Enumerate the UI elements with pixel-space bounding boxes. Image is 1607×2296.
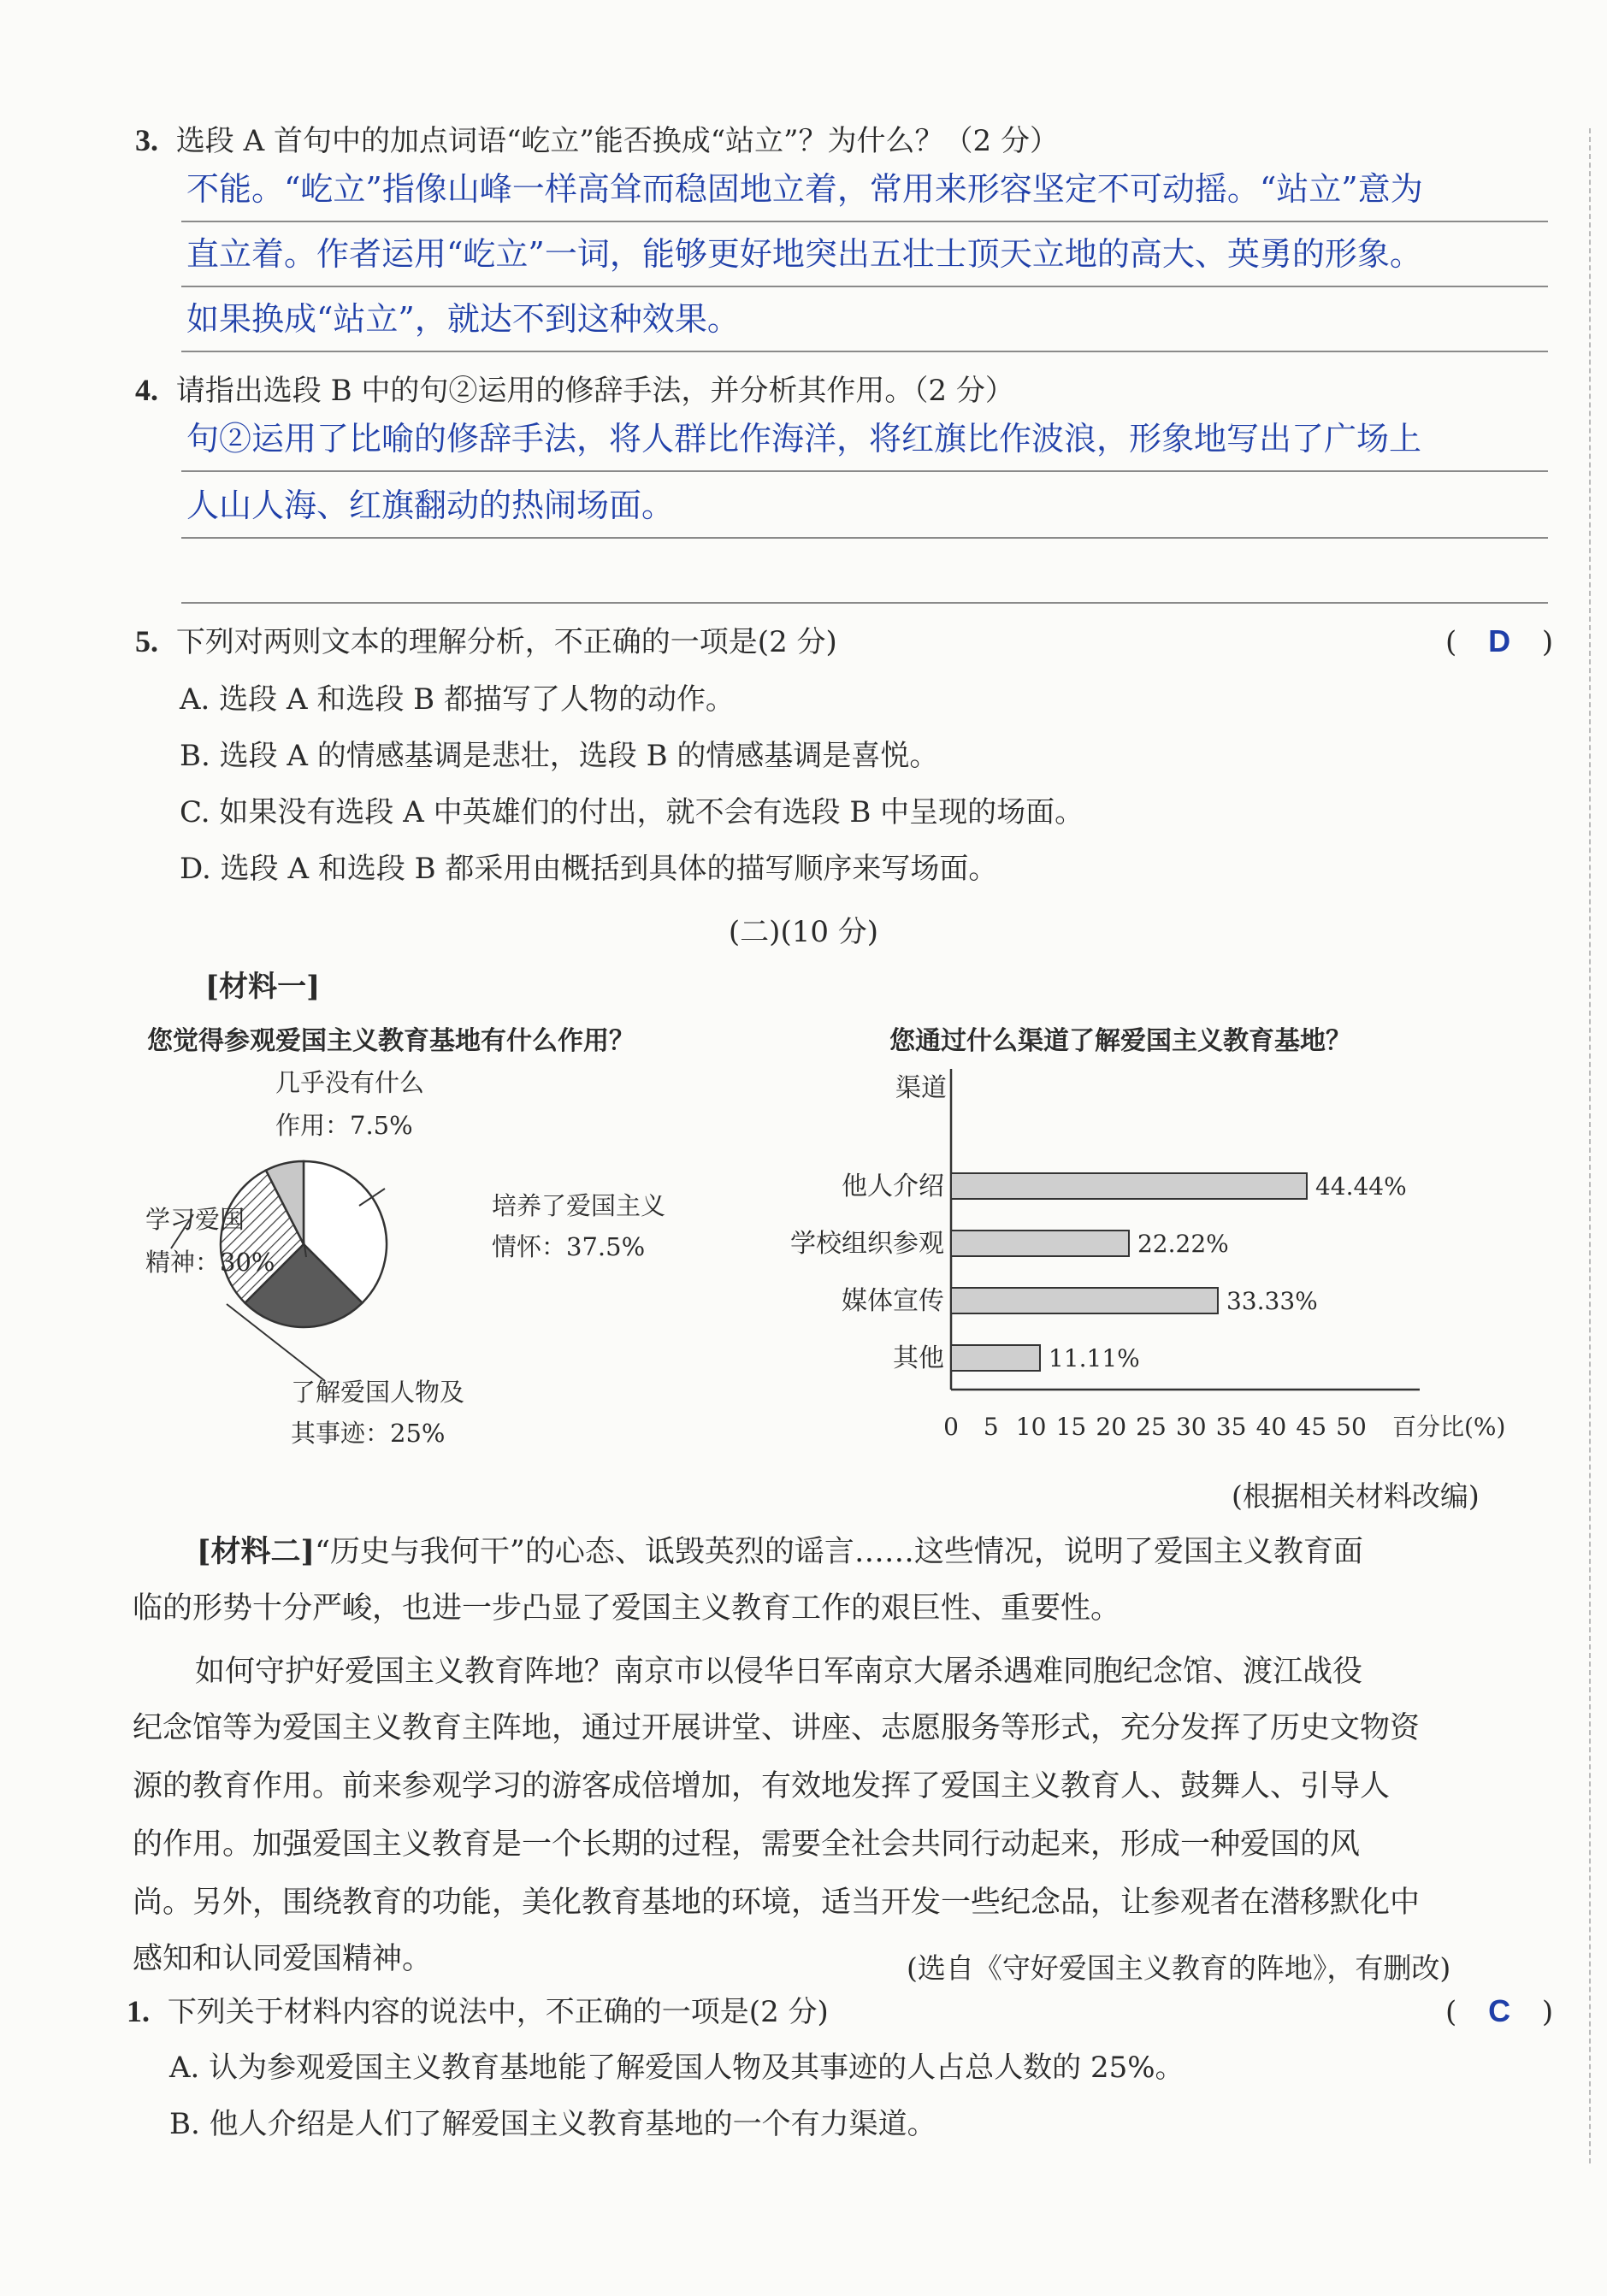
bar-chart-xlabel: 百分比(%) [1392, 1413, 1506, 1441]
question-5-option-d: D. 选段 A 和选段 B 都采用由概括到具体的描写顺序来写场面。 [180, 852, 998, 886]
question-4-text: 请指出选段 B 中的句②运用的修辞手法，并分析其作用。（2 分） [175, 374, 1014, 408]
material-2-p2-l5: 尚。另外，围绕教育的功能，美化教育基地的环境，适当开发一些纪念品，让参观者在潜移默化中 [133, 1886, 1421, 1920]
question-5-option-a: A. 选段 A 和选段 B 都描写了人物的动作。 [180, 682, 735, 717]
pie-label-patriotism-l1: 培养了爱国主义 [492, 1191, 666, 1220]
question-3-number: 3. [135, 123, 158, 157]
material-2-p2-l6: 感知和认同爱国精神。 [133, 1942, 433, 1976]
material-2-label: [材料二] [197, 1534, 316, 1569]
question-5-text: 下列对两则文本的理解分析，不正确的一项是(2 分) [175, 625, 837, 659]
material-1-label: [材料一] [205, 970, 321, 1004]
pie-label-none-l1: 几乎没有什么 [275, 1068, 425, 1097]
bar-value-label: 11.11% [1048, 1344, 1140, 1372]
pie-label-none-l2: 作用：7.5% [275, 1111, 413, 1140]
bar-x-tick-label: 10 [1015, 1413, 1047, 1441]
question-4-number: 4. [135, 373, 158, 407]
answer-rule [181, 286, 1548, 287]
question-4-answer-line-2: 人山人海、红旗翻动的热闹场面。 [186, 487, 675, 524]
bar-category-label: 其他 [893, 1343, 944, 1373]
answer-rule [181, 602, 1548, 604]
question-1-option-b: B. 他人介绍是人们了解爱国主义教育基地的一个有力渠道。 [169, 2107, 936, 2141]
question-5 [135, 623, 837, 661]
question-3-text: 选段 A 首句中的加点词语“屹立”能否换成“站立”？为什么？（2 分） [175, 124, 1059, 158]
question-4-answer-line-1: 句②运用了比喻的修辞手法，将人群比作海洋，将红旗比作波浪，形象地写出了广场上 [186, 420, 1422, 457]
material-2-p2-l1: 如何守护好爱国主义教育阵地？南京市以侵华日军南京大屠杀遇难同胞纪念馆、渡江战役 [195, 1655, 1363, 1689]
section-2-title: (二)(10 分) [728, 915, 879, 949]
bar-2 [951, 1231, 1129, 1256]
answer-rule [181, 221, 1548, 222]
page-margin-line [1589, 128, 1591, 2163]
bar-x-tick-label: 15 [1055, 1413, 1087, 1441]
bar-category-label: 媒体宣传 [842, 1286, 944, 1316]
question-3-answer-line-2: 直立着。作者运用“屹立”一词，能够更好地突出五壮士顶天立地的高大、英勇的形象。 [186, 235, 1422, 273]
question-4 [135, 371, 1014, 410]
question-1-answer-box [1445, 1992, 1553, 2031]
bar-category-label: 学校组织参观 [790, 1229, 944, 1259]
pie-label-spirit-l1: 学习爱国 [145, 1205, 245, 1234]
question-3-answer-line-3: 如果换成“站立”，就达不到这种效果。 [186, 300, 740, 338]
paren-close: ) [1541, 1995, 1554, 2029]
bar-x-tick-label: 5 [983, 1413, 999, 1441]
question-5-number: 5. [135, 624, 158, 658]
bar-value-label: 44.44% [1315, 1172, 1407, 1201]
paren-open: ( [1445, 1995, 1457, 2029]
material-2-p1-l1: “历史与我何干”的心态、诋毁英烈的谣言……这些情况，说明了爱国主义教育面 [315, 1535, 1363, 1569]
bar-1 [951, 1173, 1307, 1199]
material-2-p1-l2: 临的形势十分严峻，也进一步凸显了爱国主义教育工作的艰巨性、重要性。 [133, 1591, 1121, 1626]
question-1-text: 下列关于材料内容的说法中，不正确的一项是(2 分) [167, 1995, 829, 2029]
material-2-p2-l2: 纪念馆等为爱国主义教育主阵地，通过开展讲堂、讲座、志愿服务等形式，充分发挥了历史文物资 [133, 1711, 1421, 1745]
bar-chart [753, 1060, 1574, 1454]
bar-x-tick-label: 40 [1255, 1413, 1287, 1441]
material-2-p2-l4: 的作用。加强爱国主义教育是一个长期的过程，需要全社会共同行动起来，形成一种爱国的风 [133, 1827, 1361, 1862]
pie-chart [120, 1060, 770, 1454]
question-1-answer: C [1488, 1993, 1511, 2028]
pie-label-figures-l1: 了解爱国人物及 [291, 1378, 465, 1407]
question-5-answer-box [1445, 623, 1553, 661]
question-1 [127, 1992, 829, 2031]
material-1-source: (根据相关材料改编) [1232, 1479, 1480, 1513]
question-1-option-a: A. 认为参观爱国主义教育基地能了解爱国人物及其事迹的人占总人数的 25%。 [169, 2051, 1185, 2085]
pie-label-spirit-l2: 精神：30% [145, 1248, 275, 1277]
pie-label-patriotism-l2: 情怀：37.5% [492, 1232, 646, 1261]
answer-rule [181, 470, 1548, 472]
bar-3 [951, 1288, 1218, 1313]
bar-x-tick-label: 25 [1136, 1413, 1167, 1441]
question-3-answer-line-1: 不能。“屹立”指像山峰一样高耸而稳固地立着，常用来形容坚定不可动摇。“站立”意为 [186, 170, 1423, 208]
bar-x-tick-label: 35 [1215, 1413, 1247, 1441]
bar-x-tick-label: 30 [1175, 1413, 1207, 1441]
bar-value-label: 22.22% [1137, 1230, 1229, 1258]
pie-label-figures-l2: 其事迹：25% [291, 1419, 446, 1448]
pie-chart-title: 您觉得参观爱国主义教育基地有什么作用？ [147, 1026, 635, 1056]
answer-rule [181, 537, 1548, 539]
bar-category-label: 他人介绍 [842, 1172, 944, 1201]
material-2-p2-l3: 源的教育作用。前来参观学习的游客成倍增加，有效地发挥了爱国主义教育人、鼓舞人、引导人 [133, 1769, 1391, 1803]
bar-x-tick-label: 45 [1296, 1413, 1327, 1441]
paren-open: ( [1445, 625, 1457, 659]
bar-value-label: 33.33% [1226, 1287, 1318, 1315]
material-2-line-1 [197, 1531, 1363, 1573]
answer-rule [181, 351, 1548, 352]
question-5-option-b: B. 选段 A 的情感基调是悲壮，选段 B 的情感基调是喜悦。 [180, 739, 939, 773]
bar-chart-ylabel: 渠道 [895, 1073, 947, 1103]
paren-close: ) [1541, 625, 1554, 659]
question-1-number: 1. [127, 1994, 150, 2028]
bar-x-tick-label: 0 [943, 1413, 959, 1441]
bar-x-tick-label: 20 [1096, 1413, 1127, 1441]
question-3 [135, 121, 1059, 160]
bar-x-tick-label: 50 [1336, 1413, 1367, 1441]
bar-chart-title: 您通过什么渠道了解爱国主义教育基地？ [889, 1026, 1351, 1056]
bar-4 [951, 1345, 1040, 1371]
question-5-answer: D [1488, 623, 1511, 658]
material-2-source: (选自《守好爱国主义教育的阵地》，有删改) [907, 1951, 1451, 1985]
question-5-option-c: C. 如果没有选段 A 中英雄们的付出，就不会有选段 B 中呈现的场面。 [180, 795, 1084, 829]
